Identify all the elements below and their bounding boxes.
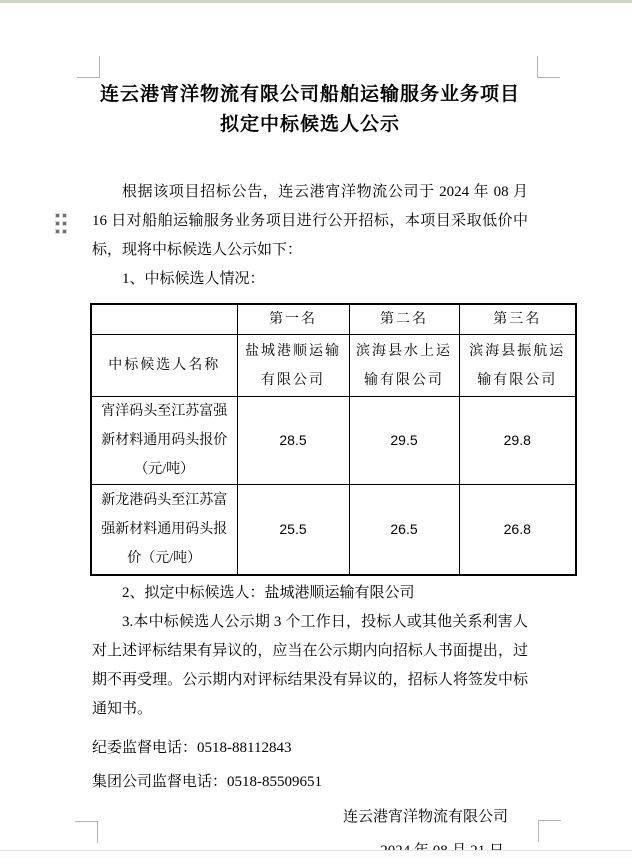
page-title-line2: 拟定中标候选人公示	[219, 114, 400, 135]
section-3-paragraph: 3.本中标候选人公示期 3 个工作日，投标人或其他关系利害人对上述评标结果有异议的，应当在公示期内向招标人书面提出，过期不再受理。公示期内对评标结果没有异议的，招标人将签发中标通知书。	[92, 613, 528, 717]
window-top-strip	[0, 0, 632, 3]
margin-corner-bottom-left	[75, 821, 98, 843]
table-row-candidate-names	[91, 335, 576, 397]
section-2-line: 2、拟定中标候选人：盐城港顺运输有限公司	[122, 584, 415, 601]
price-xiaoyang-3: 29.8	[459, 397, 576, 485]
section-1-heading: 1、中标候选人情况：	[122, 271, 265, 287]
table-header-third: 第三名	[459, 304, 576, 335]
price-xinlonggang-2: 26.5	[349, 485, 459, 575]
row-label-candidate-name: 中标候选人名称	[91, 335, 237, 397]
margin-corner-bottom-right	[538, 820, 561, 842]
table-header-first: 第一名	[237, 304, 349, 335]
price-xinlonggang-3: 26.8	[459, 485, 576, 575]
group-phone-line: 集团公司监督电话：0518-85509651	[92, 773, 322, 790]
row-label-price-xinlonggang: 新龙港码头至江苏富强新材料通用码头报价（元/吨）	[91, 485, 237, 575]
document-page	[92, 0, 566, 866]
table-header-second: 第二名	[349, 304, 459, 335]
table-row-price-xinlonggang	[91, 485, 576, 575]
candidate-2-name: 滨海县水上运输有限公司	[349, 335, 459, 397]
candidate-3-name: 滨海县振航运输有限公司	[459, 335, 576, 397]
drag-handle-icon[interactable]	[56, 214, 66, 233]
price-xiaoyang-2: 29.5	[349, 397, 459, 485]
candidate-1-name: 盐城港顺运输有限公司	[237, 335, 349, 397]
margin-corner-top-left	[77, 56, 100, 78]
intro-paragraph: 根据该项目招标公告，连云港宵洋物流公司于 2024 年 08 月 16 日对船舶运输服务业务项目进行公开招标，本项目采取低价中标，现将中标候选人公示如下：	[92, 184, 528, 258]
row-label-price-xiaoyang: 宵洋码头至江苏富强新材料通用码头报价（元/吨）	[91, 397, 237, 485]
table-header-empty	[91, 304, 237, 335]
margin-corner-top-right	[537, 56, 560, 78]
signature-company: 连云港宵洋物流有限公司	[342, 808, 508, 825]
table-row-price-xiaoyang	[91, 397, 576, 485]
price-xinlonggang-1: 25.5	[237, 485, 349, 575]
price-xiaoyang-1: 28.5	[237, 397, 349, 485]
discipline-phone-line: 纪委监督电话：0518-88112843	[92, 739, 292, 756]
candidates-table	[90, 303, 577, 576]
table-header-row	[91, 304, 576, 335]
page-title-line1: 连云港宵洋物流有限公司船舶运输服务业务项目	[99, 84, 520, 105]
